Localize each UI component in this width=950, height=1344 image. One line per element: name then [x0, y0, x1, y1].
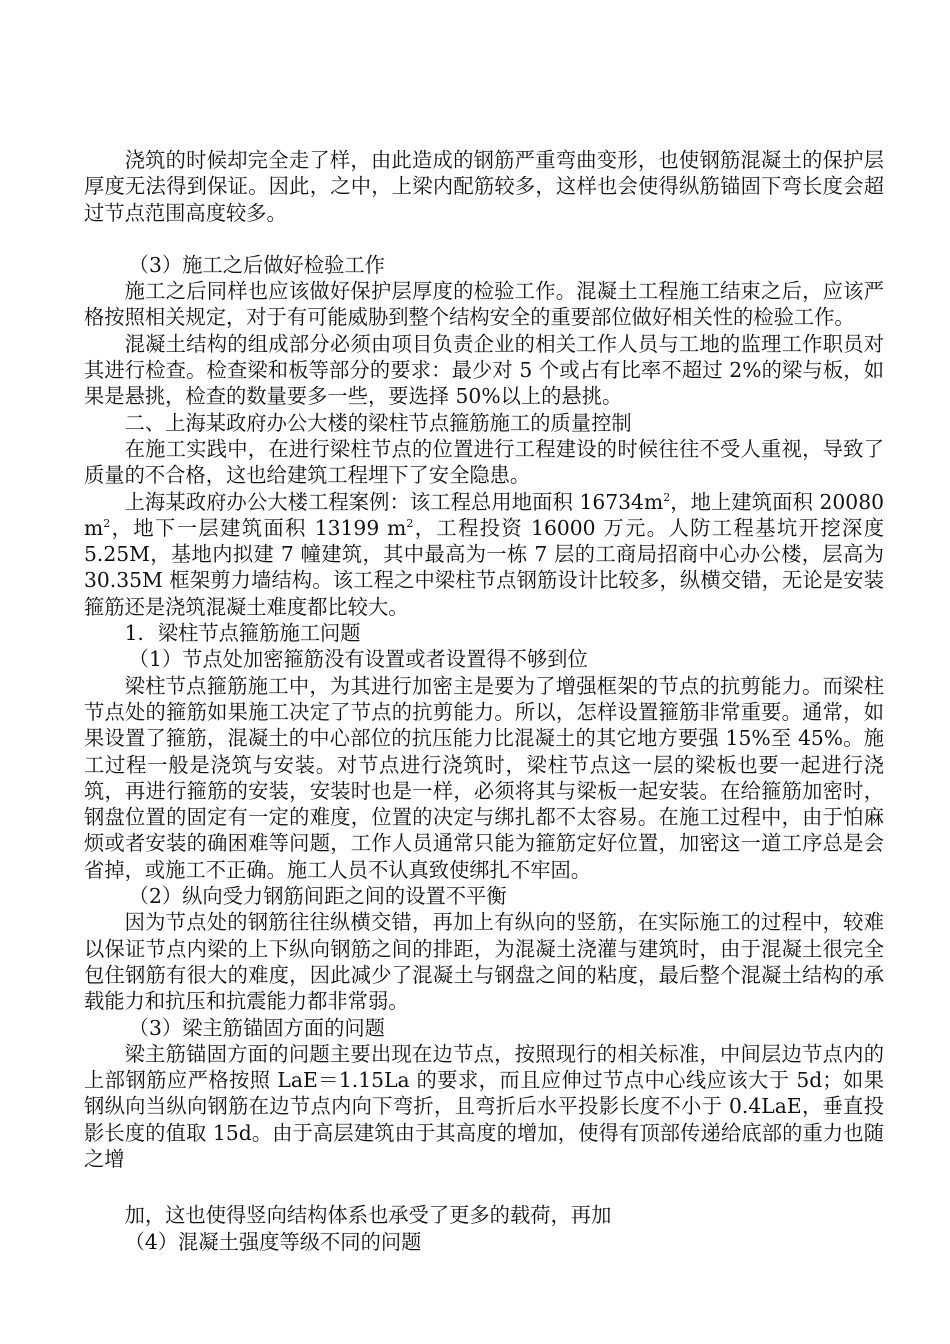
text-run: ，地上建筑面积 20080 m [84, 489, 885, 540]
text-run: 上海某政府办公大楼工程案例：该工程总用地面积 16734m [124, 489, 664, 514]
subheading: （3）施工之后做好检验工作 [128, 252, 385, 277]
text-run: ，工程投资 16000 万元。人防工程基坑开挖深度 5.25M，基地内拟建 7 幢建筑，其中最高为一栋 7 层的工商局招商中心办公楼，层高为 30.35M 框架剪力墙结构。该工程之中梁柱节点钢筋设计比较多，纵横交错，无论是安装箍筋还是浇筑混凝土难度都比较大。 [84, 515, 884, 619]
paragraph: 梁柱节点箍筋施工中，为其进行加密主是要为了增强框架的节点的抗剪能力。而梁柱节点处的箍筋如果施工决定了节点的抗剪能力。所以，怎样设置箍筋非常重要。通常，如果设置了箍筋，混凝土的中心部位的抗压能力比混凝土的其它地方要强 15%至 45%。施工过程一般是浇筑与安装。对节点进行浇筑时，梁柱节点这一层的梁板也要一起进行浇筑，再进行箍筋的安装，安装时也是一样，必须将其与梁板一起安装。在给箍筋加密时，钢盘位置的固定有一定的难度，位置的决定与绑扎都不太容易。在施工过程中，由于怕麻烦或者安装的确困难等问题，工作人员通常只能为箍筋定好位置，加密这一道工序总是会省掉，或施工不正确。施工人员不认真致使绑扎不牢固。 [84, 673, 884, 882]
subheading: 1．梁柱节点箍筋施工问题 [124, 621, 361, 646]
subheading: （1）节点处加密箍筋没有设置或者设置得不够到位 [128, 647, 588, 672]
paragraph: 梁主筋锚固方面的问题主要出现在边节点，按照现行的相关标准，中间层边节点内的上部钢筋应严格按照 LaE＝1.15La 的要求，而且应伸过节点中心线应该大于 5d；如果钢纵向当纵向钢筋在边节点内向下弯折，且弯折后水平投影长度不小于 0.4LaE，垂直投影长度的值取 15d。由于高层建筑由于其高度的增加，使得有顶部传递给底部的重力也随之增 [84, 1041, 884, 1171]
subheading: （3）梁主筋锚固方面的问题 [128, 1015, 385, 1040]
paragraph: 混凝土结构的组成部分必须由项目负责企业的相关工作人员与工地的监理工作职员对其进行检查。检查梁和板等部分的要求：最少对 5 个或占有比率不超过 2%的梁与板，如果是悬挑，检查的数量要多一些，要选择 50%以上的悬挑。 [84, 331, 884, 409]
paragraph: 因为节点处的钢筋往往纵横交错，再加上有纵向的竖筋，在实际施工的过程中，较难以保证节点内梁的上下纵向钢筋之间的排距，为混凝土浇灌与建筑时，由于混凝土很完全包住钢筋有很大的难度，因此减少了混凝土与钢盘之间的粘度，最后整个混凝土结构的承载能力和抗压和抗震能力都非常弱。 [84, 910, 884, 1014]
subheading: （2）纵向受力钢筋间距之间的设置不平衡 [128, 884, 507, 909]
text-run: ，地下一层建筑面积 13199 m [110, 515, 407, 540]
paragraph: 在施工实践中，在进行梁柱节点的位置进行工程建设的时候往往不受人重视，导致了质量的不合格，这也给建筑工程埋下了安全隐患。 [84, 436, 884, 488]
paragraph: 加，这也使得竖向结构体系也承受了更多的载荷，再加 [124, 1203, 612, 1228]
spacer [84, 226, 884, 252]
paragraph: 浇筑的时候却完全走了样，由此造成的钢筋严重弯曲变形，也使钢筋混凝土的保护层厚度无法得到保证。因此，之中，上梁内配筋较多，这样也会使得纵筋锚固下弯长度会超过节点范围高度较多。 [84, 148, 884, 225]
document-body [84, 147, 884, 1255]
paragraph-case-study [84, 489, 884, 620]
paragraph: 施工之后同样也应该做好保护层厚度的检验工作。混凝土工程施工结束之后，应该严格按照相关规定，对于有可能威胁到整个结构安全的重要部位做好相关性的检验工作。 [84, 279, 884, 330]
superscript: 2 [663, 490, 671, 504]
superscript: 2 [406, 517, 414, 531]
spacer [84, 1172, 884, 1202]
section-heading: 二、上海某政府办公大楼的梁柱节点箍筋施工的质量控制 [124, 410, 632, 435]
subheading: （4）混凝土强度等级不同的问题 [124, 1229, 422, 1254]
superscript: 2 [103, 517, 111, 531]
